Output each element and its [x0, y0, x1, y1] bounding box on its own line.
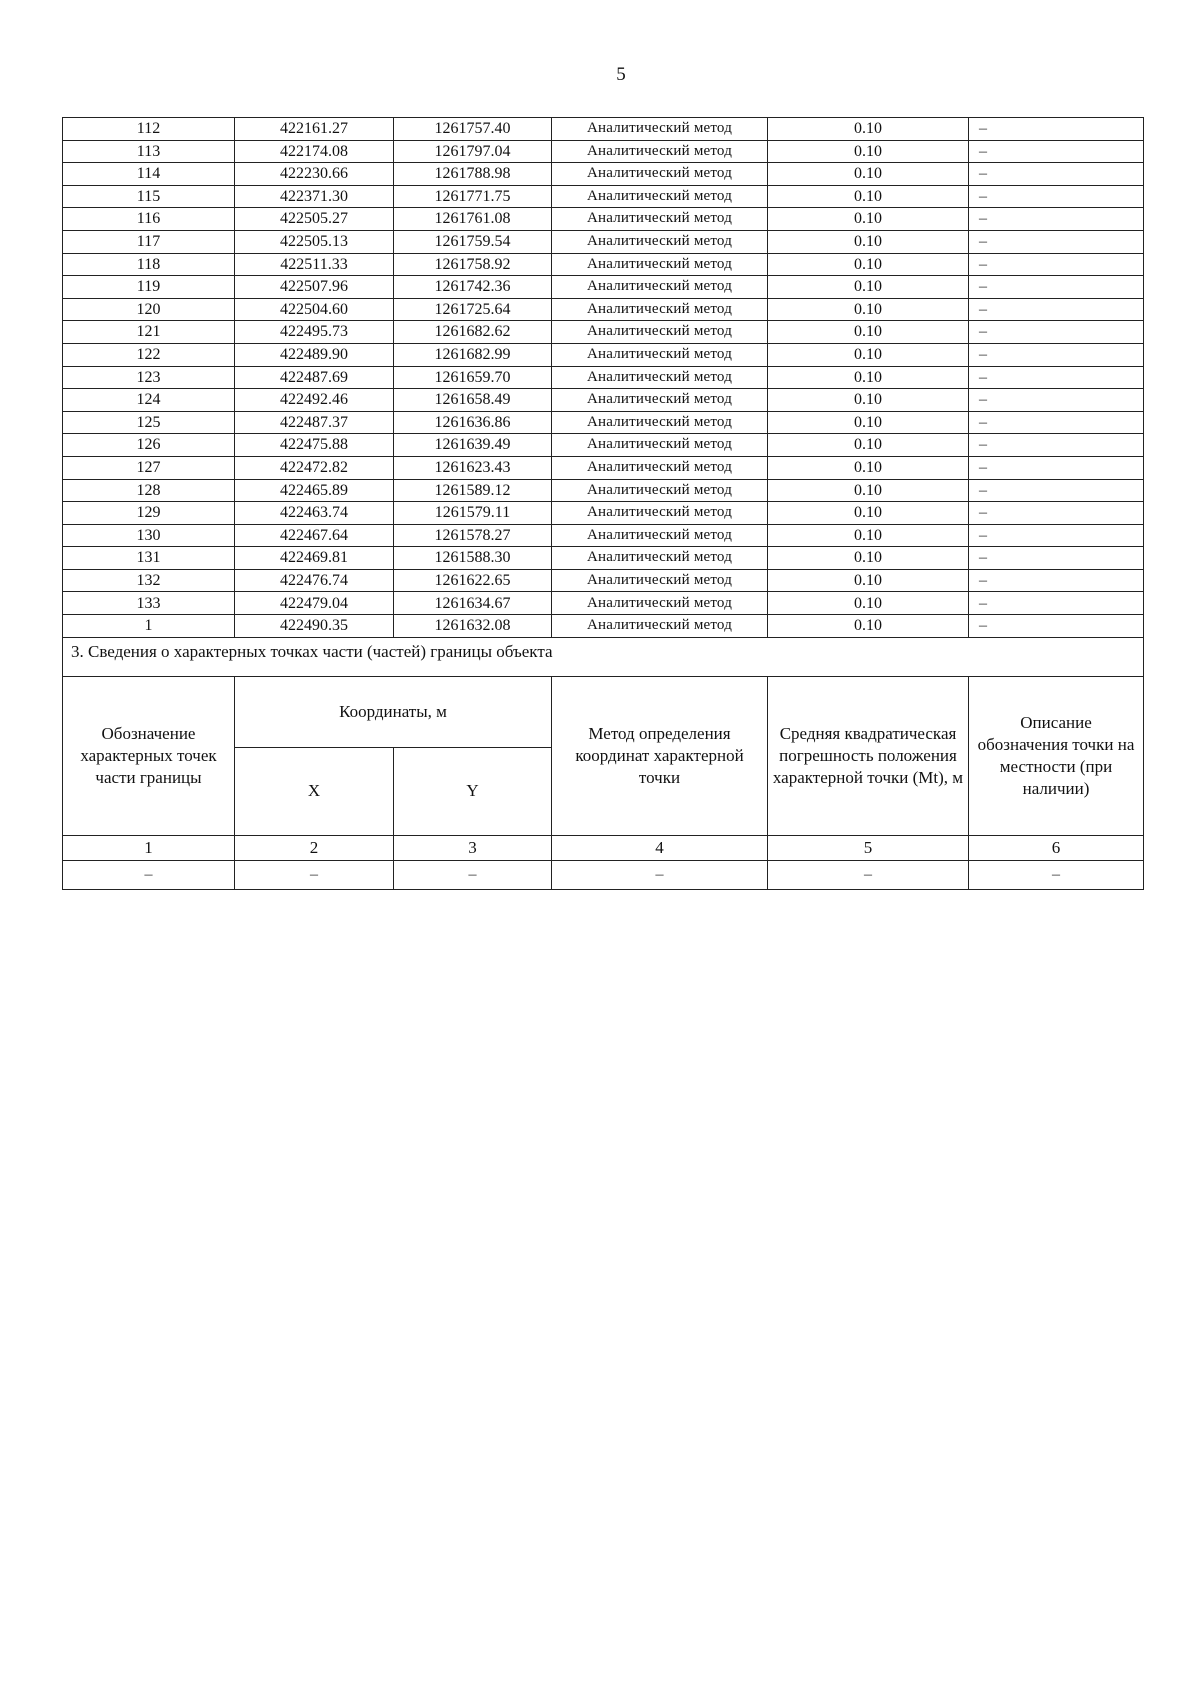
- method-cell: Аналитический метод: [552, 479, 768, 502]
- boundary-points-table: [62, 117, 1144, 890]
- error-cell: 0.10: [768, 479, 969, 502]
- error-cell: 0.10: [768, 343, 969, 366]
- point-number-cell: 124: [63, 389, 235, 412]
- method-cell: Аналитический метод: [552, 298, 768, 321]
- empty-cell: –: [552, 860, 768, 889]
- x-coordinate-cell: 422174.08: [235, 140, 394, 163]
- method-cell: Аналитический метод: [552, 502, 768, 525]
- table-row: [63, 343, 1144, 366]
- error-cell: 0.10: [768, 456, 969, 479]
- table-row: [63, 615, 1144, 638]
- header-error: Средняя квадратическая погрешность положения характерной точки (Mt), м: [768, 676, 969, 835]
- point-number-cell: 128: [63, 479, 235, 502]
- error-cell: 0.10: [768, 208, 969, 231]
- column-number: 1: [63, 835, 235, 860]
- description-cell: –: [969, 208, 1144, 231]
- y-coordinate-cell: 1261588.30: [394, 547, 552, 570]
- x-coordinate-cell: 422487.69: [235, 366, 394, 389]
- description-cell: –: [969, 456, 1144, 479]
- point-number-cell: 112: [63, 118, 235, 141]
- header-x: X: [235, 747, 394, 835]
- x-coordinate-cell: 422463.74: [235, 502, 394, 525]
- x-coordinate-cell: 422476.74: [235, 569, 394, 592]
- x-coordinate-cell: 422505.13: [235, 230, 394, 253]
- description-cell: –: [969, 411, 1144, 434]
- method-cell: Аналитический метод: [552, 524, 768, 547]
- x-coordinate-cell: 422489.90: [235, 343, 394, 366]
- point-number-cell: 125: [63, 411, 235, 434]
- section-spacer: [63, 666, 1144, 677]
- y-coordinate-cell: 1261759.54: [394, 230, 552, 253]
- x-coordinate-cell: 422505.27: [235, 208, 394, 231]
- error-cell: 0.10: [768, 502, 969, 525]
- description-cell: –: [969, 140, 1144, 163]
- point-number-cell: 114: [63, 163, 235, 186]
- y-coordinate-cell: 1261634.67: [394, 592, 552, 615]
- description-cell: –: [969, 230, 1144, 253]
- y-coordinate-cell: 1261771.75: [394, 185, 552, 208]
- table-row: [63, 411, 1144, 434]
- x-coordinate-cell: 422472.82: [235, 456, 394, 479]
- x-coordinate-cell: 422161.27: [235, 118, 394, 141]
- empty-cell: –: [394, 860, 552, 889]
- method-cell: Аналитический метод: [552, 343, 768, 366]
- y-coordinate-cell: 1261636.86: [394, 411, 552, 434]
- description-cell: –: [969, 389, 1144, 412]
- y-coordinate-cell: 1261658.49: [394, 389, 552, 412]
- table-row: [63, 502, 1144, 525]
- method-cell: Аналитический метод: [552, 276, 768, 299]
- method-cell: Аналитический метод: [552, 230, 768, 253]
- method-cell: Аналитический метод: [552, 321, 768, 344]
- table-row: [63, 456, 1144, 479]
- table-row: [63, 163, 1144, 186]
- method-cell: Аналитический метод: [552, 118, 768, 141]
- point-number-cell: 126: [63, 434, 235, 457]
- method-cell: Аналитический метод: [552, 163, 768, 186]
- error-cell: 0.10: [768, 569, 969, 592]
- empty-cell: –: [235, 860, 394, 889]
- description-cell: –: [969, 185, 1144, 208]
- error-cell: 0.10: [768, 140, 969, 163]
- column-number: 6: [969, 835, 1144, 860]
- error-cell: 0.10: [768, 592, 969, 615]
- point-number-cell: 123: [63, 366, 235, 389]
- x-coordinate-cell: 422475.88: [235, 434, 394, 457]
- y-coordinate-cell: 1261682.99: [394, 343, 552, 366]
- empty-cell: –: [768, 860, 969, 889]
- table-row: [63, 569, 1144, 592]
- method-cell: Аналитический метод: [552, 208, 768, 231]
- y-coordinate-cell: 1261639.49: [394, 434, 552, 457]
- description-cell: –: [969, 502, 1144, 525]
- y-coordinate-cell: 1261632.08: [394, 615, 552, 638]
- table-row: [63, 389, 1144, 412]
- method-cell: Аналитический метод: [552, 366, 768, 389]
- table-row: [63, 366, 1144, 389]
- point-number-cell: 122: [63, 343, 235, 366]
- header-designation: Обозначение характерных точек части границы: [63, 676, 235, 835]
- point-number-cell: 116: [63, 208, 235, 231]
- header-coordinates: Координаты, м: [235, 676, 552, 747]
- error-cell: 0.10: [768, 298, 969, 321]
- y-coordinate-cell: 1261742.36: [394, 276, 552, 299]
- description-cell: –: [969, 343, 1144, 366]
- description-cell: –: [969, 479, 1144, 502]
- description-cell: –: [969, 615, 1144, 638]
- method-cell: Аналитический метод: [552, 253, 768, 276]
- point-number-cell: 119: [63, 276, 235, 299]
- header-description: Описание обозначения точки на местности (при наличии): [969, 676, 1144, 835]
- section3-block: [63, 637, 1144, 889]
- error-cell: 0.10: [768, 524, 969, 547]
- x-coordinate-cell: 422504.60: [235, 298, 394, 321]
- x-coordinate-cell: 422507.96: [235, 276, 394, 299]
- method-cell: Аналитический метод: [552, 547, 768, 570]
- point-number-cell: 120: [63, 298, 235, 321]
- point-number-cell: 115: [63, 185, 235, 208]
- table-row: [63, 118, 1144, 141]
- x-coordinate-cell: 422511.33: [235, 253, 394, 276]
- x-coordinate-cell: 422465.89: [235, 479, 394, 502]
- empty-cell: –: [63, 860, 235, 889]
- description-cell: –: [969, 163, 1144, 186]
- description-cell: –: [969, 276, 1144, 299]
- description-cell: –: [969, 118, 1144, 141]
- x-coordinate-cell: 422487.37: [235, 411, 394, 434]
- point-number-cell: 127: [63, 456, 235, 479]
- table-row: [63, 276, 1144, 299]
- table-row: [63, 140, 1144, 163]
- description-cell: –: [969, 569, 1144, 592]
- point-number-cell: 113: [63, 140, 235, 163]
- table-row: [63, 230, 1144, 253]
- x-coordinate-cell: 422495.73: [235, 321, 394, 344]
- error-cell: 0.10: [768, 321, 969, 344]
- table-row: [63, 253, 1144, 276]
- error-cell: 0.10: [768, 434, 969, 457]
- description-cell: –: [969, 547, 1144, 570]
- error-cell: 0.10: [768, 230, 969, 253]
- method-cell: Аналитический метод: [552, 456, 768, 479]
- method-cell: Аналитический метод: [552, 140, 768, 163]
- description-cell: –: [969, 592, 1144, 615]
- table-row: [63, 434, 1144, 457]
- point-number-cell: 1: [63, 615, 235, 638]
- x-coordinate-cell: 422479.04: [235, 592, 394, 615]
- y-coordinate-cell: 1261579.11: [394, 502, 552, 525]
- y-coordinate-cell: 1261623.43: [394, 456, 552, 479]
- column-number: 4: [552, 835, 768, 860]
- method-cell: Аналитический метод: [552, 389, 768, 412]
- point-number-cell: 130: [63, 524, 235, 547]
- y-coordinate-cell: 1261659.70: [394, 366, 552, 389]
- y-coordinate-cell: 1261578.27: [394, 524, 552, 547]
- description-cell: –: [969, 434, 1144, 457]
- error-cell: 0.10: [768, 366, 969, 389]
- table-row: [63, 592, 1144, 615]
- point-number-cell: 118: [63, 253, 235, 276]
- y-coordinate-cell: 1261758.92: [394, 253, 552, 276]
- error-cell: 0.10: [768, 411, 969, 434]
- table-row: [63, 479, 1144, 502]
- y-coordinate-cell: 1261682.62: [394, 321, 552, 344]
- method-cell: Аналитический метод: [552, 592, 768, 615]
- error-cell: 0.10: [768, 185, 969, 208]
- method-cell: Аналитический метод: [552, 411, 768, 434]
- table-row: [63, 547, 1144, 570]
- error-cell: 0.10: [768, 118, 969, 141]
- point-number-cell: 132: [63, 569, 235, 592]
- x-coordinate-cell: 422490.35: [235, 615, 394, 638]
- empty-cell: –: [969, 860, 1144, 889]
- y-coordinate-cell: 1261797.04: [394, 140, 552, 163]
- description-cell: –: [969, 524, 1144, 547]
- y-coordinate-cell: 1261622.65: [394, 569, 552, 592]
- y-coordinate-cell: 1261788.98: [394, 163, 552, 186]
- column-number: 2: [235, 835, 394, 860]
- x-coordinate-cell: 422492.46: [235, 389, 394, 412]
- point-number-cell: 131: [63, 547, 235, 570]
- x-coordinate-cell: 422371.30: [235, 185, 394, 208]
- error-cell: 0.10: [768, 163, 969, 186]
- error-cell: 0.10: [768, 389, 969, 412]
- point-number-cell: 117: [63, 230, 235, 253]
- point-number-cell: 129: [63, 502, 235, 525]
- error-cell: 0.10: [768, 615, 969, 638]
- table-row: [63, 298, 1144, 321]
- x-coordinate-cell: 422230.66: [235, 163, 394, 186]
- point-number-cell: 121: [63, 321, 235, 344]
- method-cell: Аналитический метод: [552, 434, 768, 457]
- description-cell: –: [969, 366, 1144, 389]
- points-table-body: [63, 118, 1144, 638]
- column-number: 3: [394, 835, 552, 860]
- y-coordinate-cell: 1261725.64: [394, 298, 552, 321]
- table-row: [63, 208, 1144, 231]
- error-cell: 0.10: [768, 276, 969, 299]
- description-cell: –: [969, 298, 1144, 321]
- y-coordinate-cell: 1261761.08: [394, 208, 552, 231]
- method-cell: Аналитический метод: [552, 569, 768, 592]
- description-cell: –: [969, 321, 1144, 344]
- table-row: [63, 185, 1144, 208]
- column-number: 5: [768, 835, 969, 860]
- y-coordinate-cell: 1261589.12: [394, 479, 552, 502]
- x-coordinate-cell: 422467.64: [235, 524, 394, 547]
- y-coordinate-cell: 1261757.40: [394, 118, 552, 141]
- error-cell: 0.10: [768, 253, 969, 276]
- description-cell: –: [969, 253, 1144, 276]
- section3-title: 3. Сведения о характерных точках части (частей) границы объекта: [63, 637, 1144, 666]
- table-row: [63, 321, 1144, 344]
- page-number: 5: [616, 64, 626, 85]
- x-coordinate-cell: 422469.81: [235, 547, 394, 570]
- method-cell: Аналитический метод: [552, 615, 768, 638]
- header-y: Y: [394, 747, 552, 835]
- method-cell: Аналитический метод: [552, 185, 768, 208]
- header-method: Метод определения координат характерной точки: [552, 676, 768, 835]
- point-number-cell: 133: [63, 592, 235, 615]
- error-cell: 0.10: [768, 547, 969, 570]
- table-row: [63, 524, 1144, 547]
